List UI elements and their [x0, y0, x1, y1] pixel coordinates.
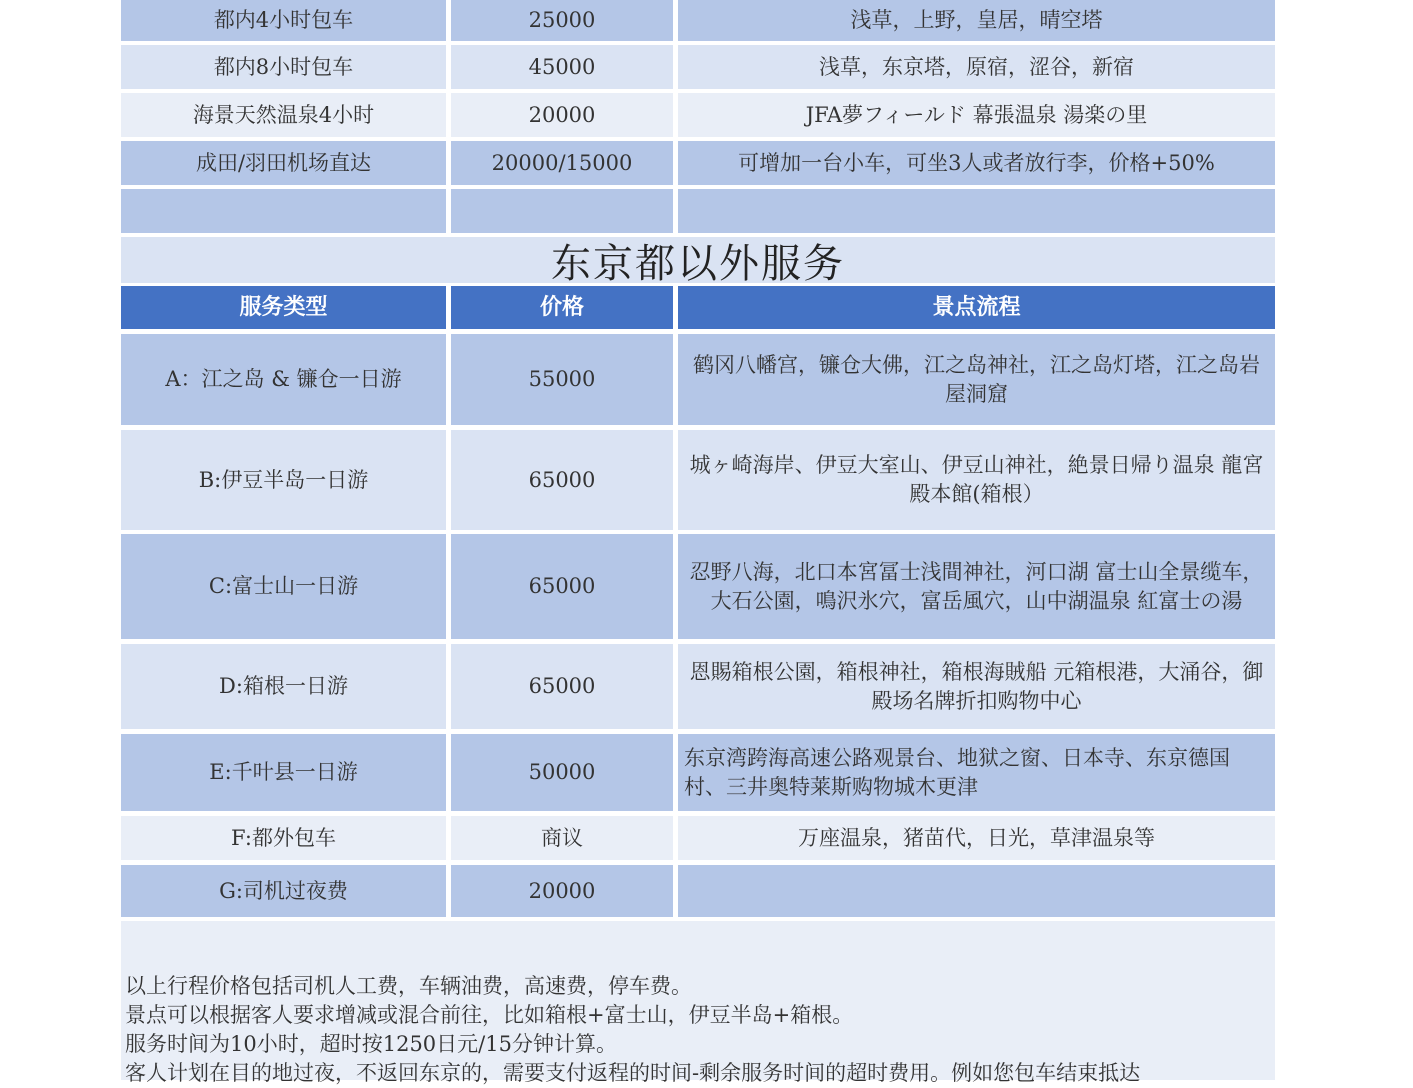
- table-row: [121, 534, 1275, 639]
- service-type-cell: E:千叶县一日游: [121, 734, 446, 811]
- section-title: 东京都以外服务: [121, 237, 1275, 283]
- table-row: [121, 93, 1275, 137]
- service-type-cell: D:箱根一日游: [121, 644, 446, 729]
- route-cell: [678, 865, 1275, 917]
- table-header: [121, 286, 1275, 329]
- price-cell: 25000: [451, 0, 673, 41]
- table-row: [121, 865, 1275, 917]
- route-cell: JFA夢フィールド 幕張温泉 湯楽の里: [678, 93, 1275, 137]
- service-type-cell: C:富士山一日游: [121, 534, 446, 639]
- price-cell: 20000: [451, 865, 673, 917]
- table-row: [121, 644, 1275, 729]
- service-type-cell: F:都外包车: [121, 816, 446, 860]
- route-cell: 浅草，上野，皇居，晴空塔: [678, 0, 1275, 41]
- table-row: [121, 734, 1275, 811]
- table-row: [121, 816, 1275, 860]
- table-row-empty: [121, 189, 1275, 233]
- price-cell: 商议: [451, 816, 673, 860]
- price-cell: 20000: [451, 93, 673, 137]
- price-cell: 65000: [451, 644, 673, 729]
- price-cell: 50000: [451, 734, 673, 811]
- price-cell: 65000: [451, 430, 673, 530]
- route-cell: 东京湾跨海高速公路观景台、地狱之窗、日本寺、东京德国村、三井奥特莱斯购物城木更津: [678, 734, 1275, 811]
- service-type-cell: 都内8小时包车: [121, 45, 446, 89]
- table-row: [121, 45, 1275, 89]
- route-cell: 城ヶ崎海岸、伊豆大室山、伊豆山神社，絶景日帰り温泉 龍宮殿本館(箱根）: [678, 430, 1275, 530]
- price-cell: 20000/15000: [451, 141, 673, 185]
- service-type-cell: B:伊豆半岛一日游: [121, 430, 446, 530]
- route-cell: 可增加一台小车，可坐3人或者放行李，价格+50%: [678, 141, 1275, 185]
- service-type-cell: [121, 189, 446, 233]
- service-type-cell: A：江之岛 & 镰仓一日游: [121, 334, 446, 425]
- route-cell: 鹤冈八幡宫，镰仓大佛，江之岛神社，江之岛灯塔，江之岛岩屋洞窟: [678, 334, 1275, 425]
- service-type-cell: 都内4小时包车: [121, 0, 446, 41]
- route-cell: 忍野八海，北口本宮冨士浅間神社，河口湖 富士山全景缆车，大石公園，鳴沢氷穴，富岳風穴，山中湖温泉 紅富士の湯: [678, 534, 1275, 639]
- note-line: 景点可以根据客人要求增减或混合前往，比如箱根+富士山，伊豆半岛+箱根。: [125, 1003, 854, 1027]
- header-service-type: 服务类型: [121, 286, 446, 329]
- route-cell: [678, 189, 1275, 233]
- note-line: 服务时间为10小时，超时按1250日元/15分钟计算。: [125, 1032, 617, 1056]
- header-price: 价格: [451, 286, 673, 329]
- table-row: [121, 141, 1275, 185]
- table-row: [121, 430, 1275, 530]
- table-row: [121, 334, 1275, 425]
- price-cell: [451, 189, 673, 233]
- notes-block: [121, 921, 1275, 1085]
- route-cell: 恩賜箱根公園，箱根神社，箱根海賊船 元箱根港，大涌谷，御殿场名牌折扣购物中心: [678, 644, 1275, 729]
- price-cell: 45000: [451, 45, 673, 89]
- price-cell: 65000: [451, 534, 673, 639]
- service-type-cell: G:司机过夜费: [121, 865, 446, 917]
- service-type-cell: 成田/羽田机场直达: [121, 141, 446, 185]
- route-cell: 万座温泉，猪苗代，日光，草津温泉等: [678, 816, 1275, 860]
- table-row: [121, 0, 1275, 41]
- service-type-cell: 海景天然温泉4小时: [121, 93, 446, 137]
- route-cell: 浅草，东京塔，原宿，涩谷，新宿: [678, 45, 1275, 89]
- note-line: 以上行程价格包括司机人工费，车辆油费，高速费，停车费。: [125, 974, 692, 998]
- price-cell: 55000: [451, 334, 673, 425]
- header-route: 景点流程: [678, 286, 1275, 329]
- note-line: 客人计划在目的地过夜，不返回东京的，需要支付返程的时间-剩余服务时间的超时费用。例如您包车结束抵达: [125, 1061, 1141, 1085]
